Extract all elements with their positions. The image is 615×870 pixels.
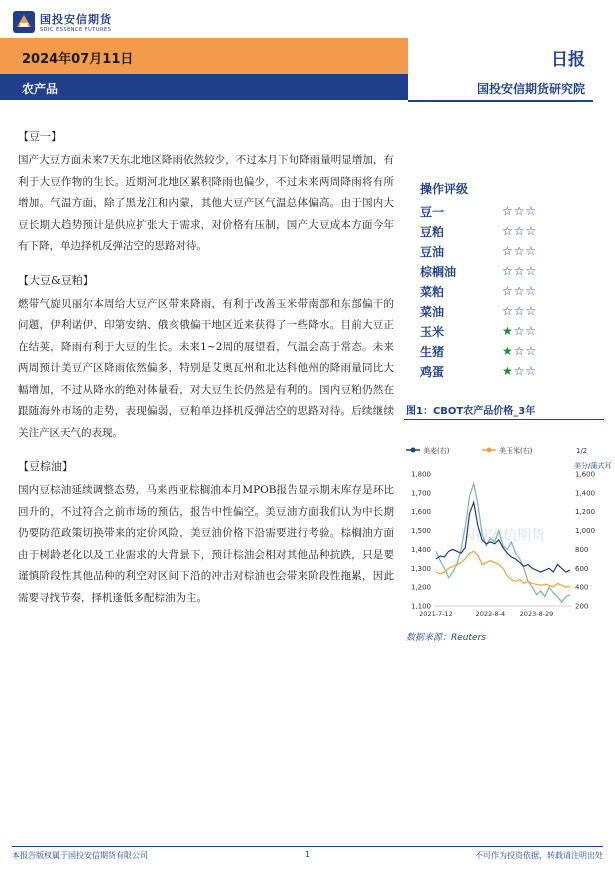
- section-body: 国产大豆方面未来7天东北地区降雨依然较少，不过本月下旬降雨量明显增加，有利于大豆作物的生长。近期河北地区累积降雨也偏少，不过未来两周降雨将有所增加。气温方面，除了黑龙江和内蒙，其他大豆产区气温总体偏高。由于国内大豆长期大趋势预计是供应扩张大于需求，对价格有压制，国产大豆成本方面今年有下降，单边择机反弹沽空的思路对待。: [18, 154, 394, 252]
- empty-star-icon: ☆: [513, 204, 526, 218]
- section-title: 【豆棕油】: [18, 460, 73, 473]
- section-title: 【豆一】: [18, 130, 62, 143]
- rating-row: [420, 341, 600, 361]
- empty-star-icon: ☆: [513, 244, 526, 258]
- rating-row: [420, 241, 600, 261]
- x-tick-label: 2023-8-29: [519, 610, 554, 618]
- legend-label: 美麦(右): [423, 447, 450, 455]
- empty-star-icon: ☆: [525, 344, 538, 358]
- right-tick-label: 400: [575, 583, 589, 592]
- left-tick-label: 1,300: [410, 564, 431, 573]
- empty-star-icon: ☆: [525, 244, 538, 258]
- institute-name: 国投安信期货研究院: [476, 82, 585, 96]
- empty-star-icon: ☆: [502, 224, 514, 238]
- empty-star-icon: ☆: [525, 284, 538, 298]
- rating-row: [420, 361, 600, 381]
- rating-commodity: 豆一: [420, 204, 445, 219]
- rating-commodity: 生猪: [420, 344, 445, 359]
- filled-star-icon: ★: [502, 364, 514, 378]
- empty-star-icon: ☆: [525, 224, 538, 238]
- footer-divider: [12, 846, 603, 847]
- rating-row: [420, 301, 600, 321]
- empty-star-icon: ☆: [502, 204, 514, 218]
- rating-commodity: 鸡蛋: [420, 364, 445, 379]
- empty-star-icon: ☆: [525, 364, 538, 378]
- rating-row: [420, 321, 600, 341]
- left-tick-label: 1,500: [410, 527, 431, 536]
- right-axis-unit: 美分/蒲式耳: [574, 462, 612, 470]
- section-soybean-meal: [18, 272, 394, 445]
- star-rating: [502, 244, 537, 258]
- star-rating: [502, 224, 537, 238]
- footer-disclaimer: 不可作为投资依据，转载请注明出处: [475, 851, 603, 860]
- report-type: 日报: [551, 50, 585, 70]
- empty-star-icon: ☆: [525, 264, 538, 278]
- commentary-column: [18, 128, 394, 623]
- price-chart: [404, 438, 612, 624]
- star-rating: [502, 264, 537, 278]
- empty-star-icon: ☆: [513, 224, 526, 238]
- right-tick-label: 800: [575, 545, 589, 554]
- figure-divider: [404, 419, 604, 420]
- report-date: 2024年07月11日: [22, 52, 134, 67]
- rating-title: 操作评级: [420, 182, 469, 196]
- rating-row: [420, 281, 600, 301]
- filled-star-icon: ★: [502, 344, 514, 358]
- empty-star-icon: ☆: [513, 264, 526, 278]
- empty-star-icon: ☆: [525, 204, 538, 218]
- empty-star-icon: ☆: [502, 304, 514, 318]
- logo-english: SDIC ESSENCE FUTURES: [40, 27, 112, 33]
- x-tick-label: 2021-7-12: [419, 610, 453, 618]
- empty-star-icon: ☆: [513, 364, 526, 378]
- section-soybean-one: [18, 128, 394, 258]
- figure-source: 数据来源：Reuters: [406, 633, 486, 643]
- empty-star-icon: ☆: [513, 324, 526, 338]
- left-tick-label: 1,100: [410, 602, 431, 611]
- section-body: 国内豆棕油延续调整态势，马来西亚棕榈油本月MPOB报告显示期末库存是环比回升的，不过符合之前市场的预估，报告中性偏空。美豆油方面我们认为中长期仍要防范政策切换带来的定价风险，美豆油价格下沿需要进行考验。棕榈油方面由于树龄老化以及工业需求的大背景下，预计棕油会相对其他品种抗跌，只是要谨慎阶段性其他品种的利空对区间下沿的冲击对棕油也会带来阶段性拖累，因此需要寻找节奏，择机逢低多配棕油为主。: [18, 484, 394, 604]
- empty-star-icon: ☆: [502, 264, 514, 278]
- header-divider: [408, 100, 593, 102]
- legend-marker: [411, 448, 416, 453]
- footer-copyright: 本报告版权属于国投安信期货有限公司: [12, 851, 148, 860]
- right-tick-label: 600: [575, 564, 589, 573]
- rating-commodity: 豆粕: [420, 224, 445, 239]
- empty-star-icon: ☆: [513, 284, 526, 298]
- page-number: 1: [305, 850, 311, 859]
- section-soy-palm-oil: [18, 458, 394, 609]
- star-rating: [502, 324, 537, 338]
- company-logo: [12, 10, 112, 34]
- watermark: 国投安信期货: [461, 528, 545, 544]
- report-category: 农产品: [22, 82, 59, 96]
- right-tick-label: 1,200: [575, 508, 596, 517]
- legend-label: 美玉米(右): [499, 447, 533, 455]
- left-tick-label: 1,800: [410, 470, 431, 479]
- section-title: 【大豆&豆粕】: [18, 273, 94, 287]
- rating-commodity: 菜粕: [420, 284, 445, 299]
- left-tick-label: 1,700: [410, 489, 431, 498]
- logo-emblem-icon: [12, 10, 36, 34]
- legend-marker: [487, 448, 492, 453]
- star-rating: [502, 284, 537, 298]
- rating-commodity: 豆油: [420, 244, 445, 259]
- right-tick-label: 200: [575, 602, 589, 611]
- rating-row: [420, 201, 600, 221]
- rating-row: [420, 261, 600, 281]
- logo-name: 国投安信期货: [40, 13, 112, 26]
- right-tick-label: 1,600: [575, 470, 596, 479]
- empty-star-icon: ☆: [513, 304, 526, 318]
- rating-commodity: 玉米: [420, 324, 445, 339]
- star-rating: [502, 344, 537, 358]
- empty-star-icon: ☆: [525, 324, 538, 338]
- rating-row: [420, 221, 600, 241]
- star-rating: [502, 204, 537, 218]
- legend-page: 1/2: [576, 447, 588, 455]
- right-tick-label: 1,000: [575, 527, 596, 536]
- x-tick-label: 2022-8-4: [475, 610, 506, 618]
- empty-star-icon: ☆: [502, 244, 514, 258]
- rating-commodity: 菜油: [420, 304, 445, 319]
- category-band: [0, 74, 408, 100]
- rating-commodity: 棕榈油: [420, 264, 457, 279]
- right-tick-label: 1,400: [575, 489, 596, 498]
- left-tick-label: 1,400: [410, 545, 431, 554]
- star-rating: [502, 364, 537, 378]
- empty-star-icon: ☆: [502, 284, 514, 298]
- filled-star-icon: ★: [502, 324, 514, 338]
- price-chart-svg: [404, 438, 612, 624]
- star-rating: [502, 304, 537, 318]
- left-tick-label: 1,200: [410, 583, 431, 592]
- figure-title: 图1：CBOT农产品价格_3年: [406, 406, 536, 417]
- empty-star-icon: ☆: [513, 344, 526, 358]
- left-tick-label: 1,600: [410, 508, 431, 517]
- rating-panel: [420, 180, 600, 381]
- section-body: 燃带气旋贝丽尔本周给大豆产区带来降雨，有利于改善玉米带南部和东部偏干的问题，伊利诺伊、印第安纳、俄亥俄偏干地区近来获得了一些降水。目前大豆正在结荚，降雨有利于大豆的生长。未来1~2周的展望看，气温会高于常态。未来两周预计美豆产区降雨依然偏多，特别是艾奥瓦州和北达科他州的降雨量同比大幅增加，不过从降水的绝对体量看，对大豆生长仍然是有利的。国内豆粕仍然在跟随海外市场的走势，表现偏弱，豆粕单边择机反弹沽空的思路对待。后续继续关注产区天气的表现。: [18, 297, 394, 439]
- empty-star-icon: ☆: [525, 304, 538, 318]
